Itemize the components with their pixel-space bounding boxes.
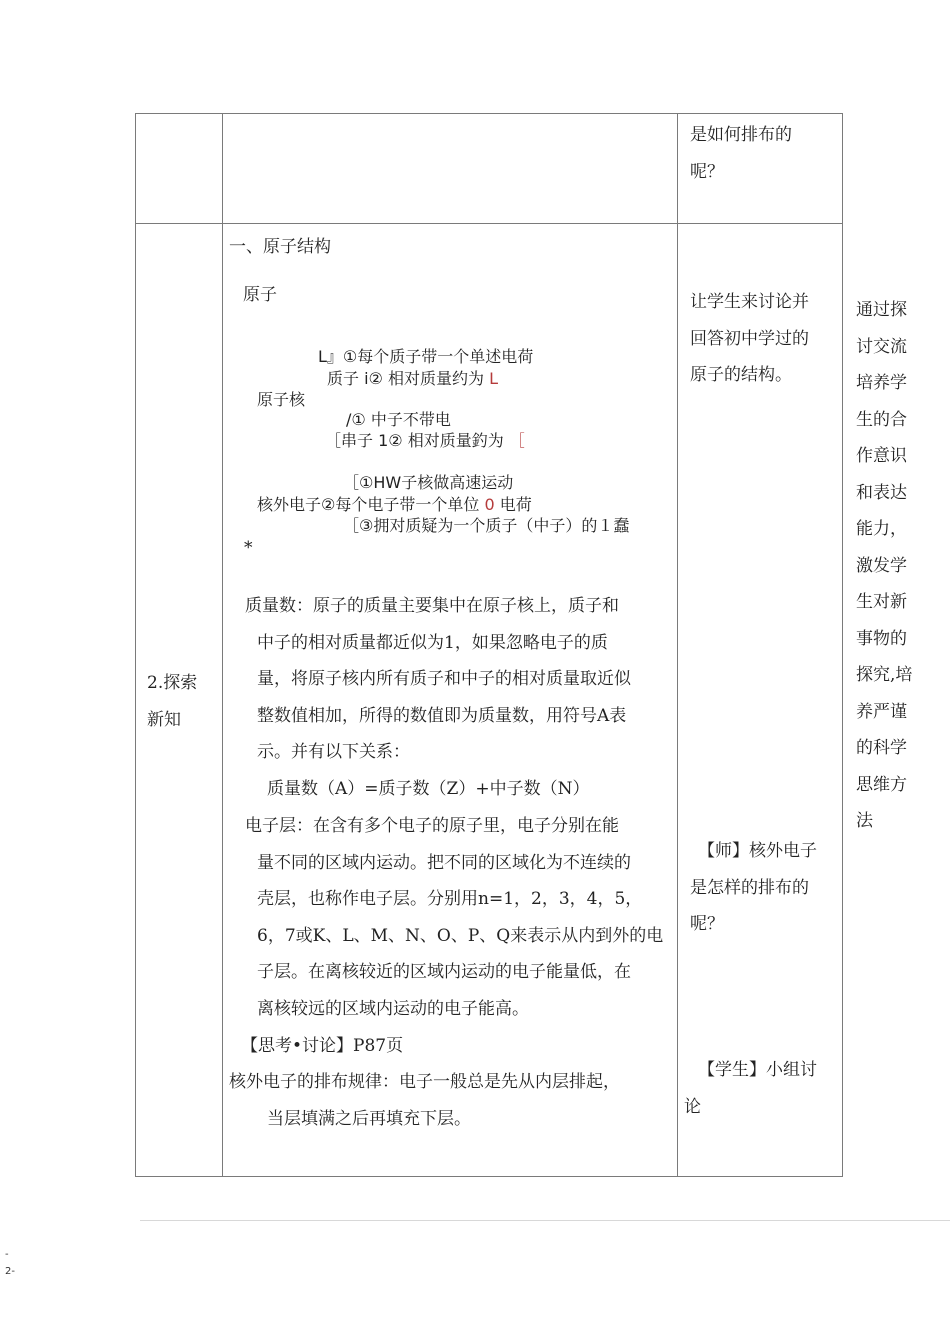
table-left-border (135, 113, 136, 1177)
text-line: 量不同的区域内运动。把不同的区域化为不连续的 (257, 852, 631, 873)
text-span: 质子 i② 相对质量约为 (327, 369, 484, 388)
page-number: 2- (5, 1266, 15, 1277)
text-line: 核外电子的排布规律：电子一般总是先从内层排起， (229, 1072, 620, 1092)
text-line: 回答初中学过的 (690, 328, 809, 349)
text-line: 思维方 (856, 774, 907, 795)
text-line: 的科学 (856, 738, 907, 758)
text-line: 示。并有以下关系： (257, 742, 410, 762)
student-activity (684, 1052, 817, 1125)
text-line: 质量数：原子的质量主要集中在原子核上，质子和 (245, 596, 619, 616)
mass-number-formula: 质量数（A）=质子数（Z）+中子数（N） (267, 779, 590, 799)
table-row-divider (135, 223, 843, 224)
text-line: 【师】核外电子 (698, 841, 817, 861)
text-line: 量，将原子核内所有质子和中子的相对质量取近似 (257, 669, 631, 689)
text-line: 中子的相对质量都近似为1，如果忽略电子的质 (257, 632, 608, 653)
table-bottom-border (135, 1176, 843, 1177)
text-line: 作意识 (856, 446, 907, 466)
text-line: 6，7或K、L、M、N、O、P、Q来表示从内到外的电 (257, 925, 664, 946)
footer-dash: - (5, 1249, 9, 1260)
teacher-activity-1 (690, 284, 809, 394)
diagram-star-mark: * (244, 538, 253, 558)
row1-teacher-cell (690, 117, 792, 190)
diagram-atom-label: 原子 (243, 285, 277, 305)
text-line: 是怎样的排布的 (690, 877, 809, 898)
diagram-electron-line-2 (257, 495, 532, 514)
arrangement-rule-paragraph (229, 1064, 620, 1137)
text-span: L (489, 369, 498, 388)
text-span: 0 (484, 495, 495, 514)
discussion-heading: 【思考•讨论】P87页 (241, 1036, 404, 1056)
text-line: 通过探 (856, 300, 907, 320)
text-line: 呢？ (690, 161, 724, 182)
teacher-activity-2 (690, 833, 817, 943)
text-line: 生的合 (856, 409, 907, 430)
text-line: 和表达 (856, 482, 907, 503)
column-divider-2 (677, 113, 678, 1177)
text-line: 激发学 (856, 555, 907, 576)
column-divider-3 (842, 113, 843, 1177)
text-line: 养严谨 (856, 701, 907, 722)
text-line: 原子的结构。 (690, 365, 792, 385)
electron-shell-paragraph (245, 808, 663, 1027)
text-line: 2.探索 (147, 673, 198, 693)
text-line: 探究,培 (856, 665, 913, 685)
diagram-electron-line-3: ［③拥对质疑为一个质子（中子）的１蠢 (343, 516, 630, 535)
text-line: 当层填满之后再填充下层。 (267, 1108, 471, 1129)
text-line: 子层。在离核较近的区域内运动的电子能量低，在 (257, 962, 631, 982)
text-line: 论 (684, 1096, 701, 1117)
text-line: 法 (856, 811, 873, 831)
diagram-neutron-line-1: /① 中子不带电 (346, 410, 451, 429)
text-line: 离核较远的区域内运动的电子能高。 (257, 998, 529, 1019)
text-line: 是如何排布的 (690, 125, 792, 145)
text-span: 电荷 (499, 495, 532, 514)
text-line: 能力， (856, 519, 907, 539)
text-line: 呢？ (690, 914, 724, 934)
text-line: 事物的 (856, 628, 907, 649)
mass-number-paragraph (245, 588, 631, 771)
text-line: 培养学 (856, 373, 907, 393)
text-line: 讨交流 (856, 336, 907, 357)
diagram-proton-line-2 (327, 369, 498, 388)
table-top-border (135, 113, 843, 114)
text-line: 生对新 (856, 592, 907, 612)
diagram-neutron-line-2 (325, 431, 525, 450)
text-span: ［串子 1② 相对质量釣为 (325, 431, 504, 450)
footer-divider (140, 1220, 950, 1221)
diagram-electron-line-1: ［①HW子核做高速运动 (343, 473, 514, 492)
text-line: 让学生来讨论并 (690, 292, 809, 312)
text-span: 核外电子②每个电子带一个单位 (257, 495, 480, 514)
diagram-nucleus-label: 原子核 (257, 390, 306, 409)
text-span: ［ (508, 431, 525, 450)
text-line: 新知 (147, 709, 181, 730)
text-line: 【学生】小组讨 (698, 1060, 817, 1080)
design-purpose-cell (856, 292, 912, 840)
text-line: 整数值相加，所得的数值即为质量数，用符号A表 (257, 705, 627, 726)
text-line: 壳层，也称作电子层。分别用n=1，2，3，4，5， (257, 889, 643, 909)
diagram-proton-line-1: L』①每个质子带一个单述电荷 (318, 347, 534, 366)
column-divider-1 (222, 113, 223, 1177)
text-line: 电子层：在含有多个电子的原子里，电子分别在能 (245, 816, 619, 836)
section-title: 一、原子结构 (229, 237, 331, 257)
stage-label (147, 665, 197, 738)
